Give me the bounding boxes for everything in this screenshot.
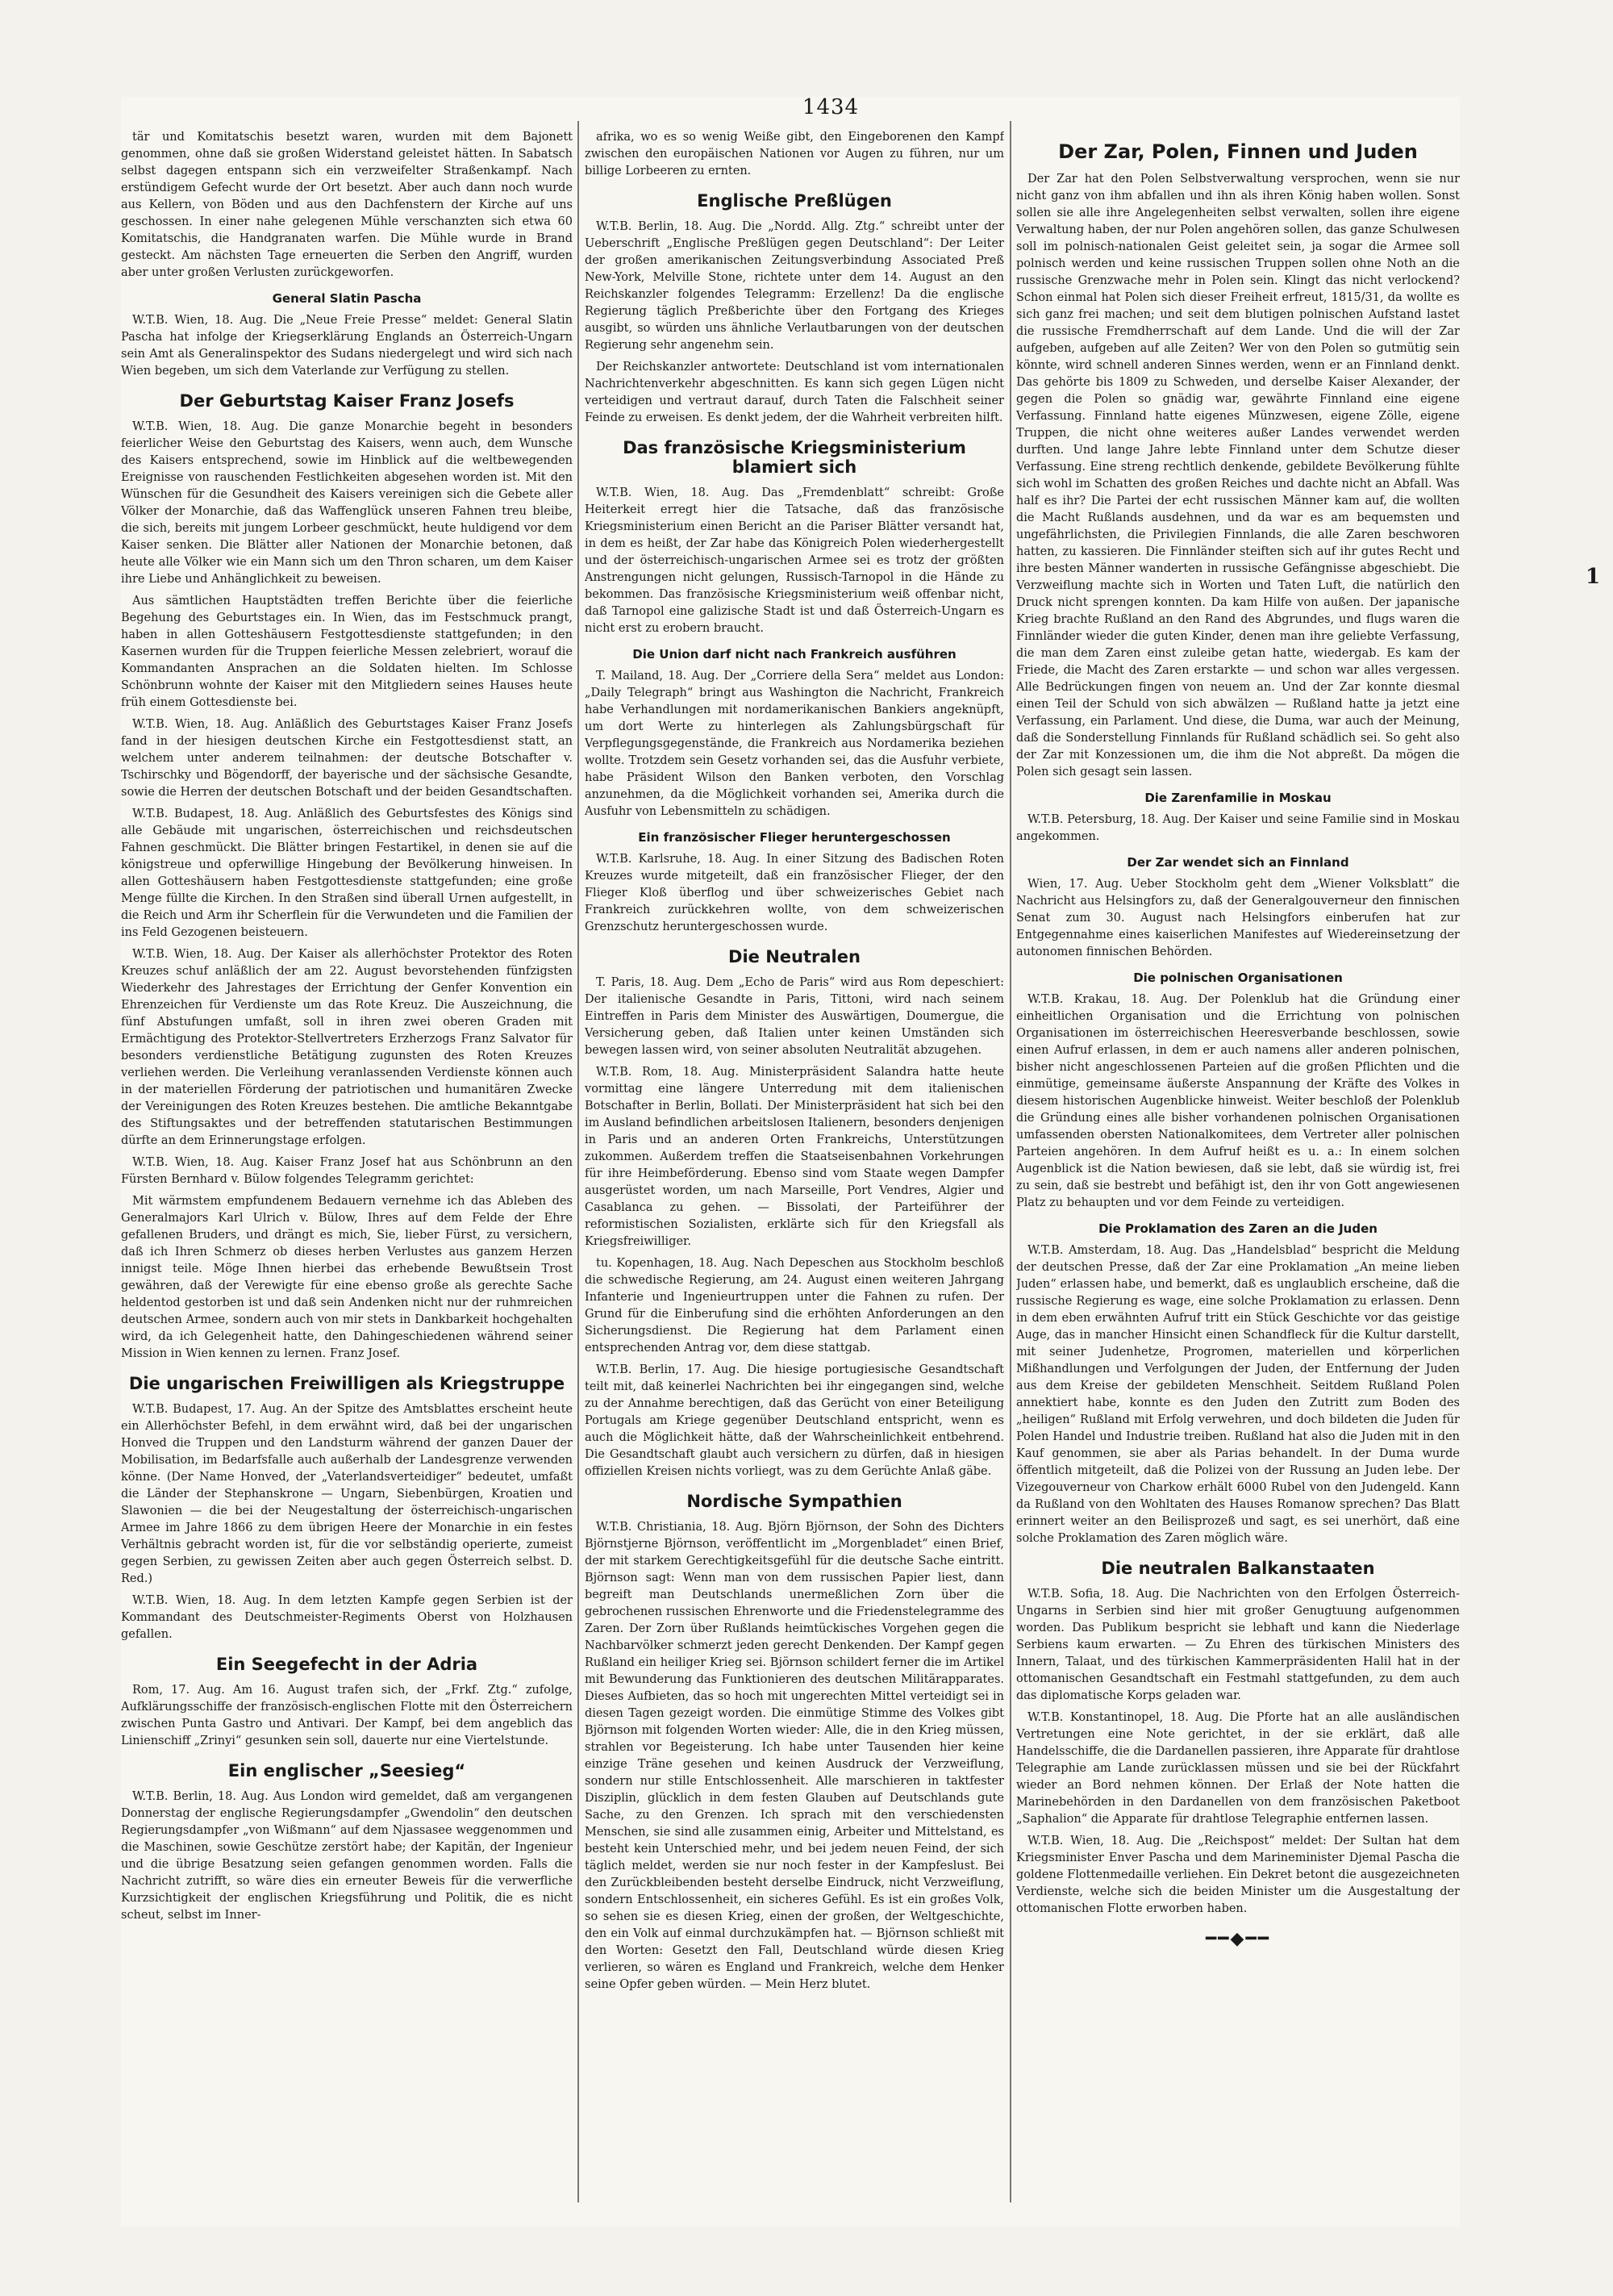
article-paragraph: T. Mailand, 18. Aug. Der „Corriere della Sera“ meldet aus London: „Daily Telegraph“ bringt aus Washington die Nachricht, Frankreich habe Verhandlungen mit nordamerikanischen Bankiers angeknüpft, um dort Werte zu hinterlegen als Zahlungsbürgschaft für Verpflegungsgegenstände, die Frankreich aus Nordamerika beziehen wollte. Trotzdem sein Gesetz vorhanden sei, das die Ausfuhr verbiete, habe Präsident Wilson den Banken verboten, den Vorschlag anzunehmen, da die Möglichkeit vorhanden sei, Amerika durch die Ausfuhr von Lebensmitteln zu schädigen.: [585, 670, 1004, 818]
column-rule: [577, 121, 579, 2202]
article-paragraph: Wien, 17. Aug. Ueber Stockholm geht dem „Wiener Volksblatt“ die Nachricht aus Helsingfors zu, daß der Generalgouverneur den finnischen Senat zum 30. August nach Helsingfors einberufen hat zur Entgegennahme eines kaiserlichen Manifestes auf Wiedereinsetzung der autonomen finnischen Behörden.: [1016, 878, 1460, 958]
article-paragraph: Rom, 17. Aug. Am 16. August trafen sich, der „Frkf. Ztg.“ zufolge, Aufklärungsschiffe der französisch-englischen Flotte mit den Österreichern zwischen Punta Gastro und Antivari. Der Kampf, bei dem angeblich das Linienschiff „Zrinyi“ gesunken sein soll, dauerte nur eine Viertelstunde.: [121, 1684, 573, 1747]
article-headline: Englische Preßlügen: [697, 191, 892, 211]
article-paragraph: W.T.B. Amsterdam, 18. Aug. Das „Handelsblad“ bespricht die Meldung der deutschen Presse, daß der Zar eine Proklamation „An meine lieben Juden“ erlassen habe, und bemerkt, daß es unglaublich erscheine, daß die russische Regierung es wage, eine solche Proklamation zu erlassen. Denn in dem eben erwähnten Aufruf tritt ein Stück Geschichte vor das geistige Auge, das in mancher Hinsicht einen Schandfleck für die Kultur darstellt, mit seiner Judenhetze, Progromen, materiellen und körperlichen Mißhandlungen und Verfolgungen der Juden, der Entfernung der Juden aus dem Kreise der gebildeten Menschheit. Seitdem Rußland Polen annektiert habe, konnte es den Juden den Zutritt zum Boden des „heiligen“ Rußland mit Erfolg verwehren, und doch bildeten die Juden für Polen Handel und Industrie treiben. Rußland hat also die Juden mit in den Kauf genommen, sie aber als Parias behandelt. In der Duma wurde öffentlich mitgeteilt, daß die Polizei von der Russung an Juden lebe. Der Vizegouverneur von Charkow erhält 6000 Rubel von den Judengeld. Kann da Rußland von den Wohltaten des Hauses Romanow sprechen? Das Blatt erinnert weiter an den Beilisprozeß und sagt, es sei unerhört, daß eine solche Proklamation des Zaren möglich wäre.: [1016, 1244, 1460, 1545]
article-paragraph: W.T.B. Konstantinopel, 18. Aug. Die Pforte hat an alle ausländischen Vertretungen eine Note gerichtet, in der sie erklärt, daß alle Handelsschiffe, die die Dardanellen passieren, ihre Apparate für drahtlose Telegraphie am Lande zurücklassen müssen und sie bei der Rückfahrt wieder an Bord nehmen können. Der Erlaß der Note hatten die Marinebehörden in den Dardanellen von dem französischen Paketboot „Saphalion“ die Apparate für drahtlose Telegraphie entfernen lassen.: [1016, 1711, 1460, 1826]
article-paragraph: W.T.B. Wien, 18. Aug. Die „Neue Freie Presse“ meldet: General Slatin Pascha hat infolge der Kriegserklärung Englands an Österreich-Ungarn sein Amt als Generalinspektor des Sudans niedergelegt und wird sich nach Wien begeben, um sich dem Vaterlande zur Verfügung zu stellen.: [121, 314, 573, 378]
article-paragraph: W.T.B. Rom, 18. Aug. Ministerpräsident Salandra hatte heute vormittag eine längere Unterredung mit dem italienischen Botschafter in Berlin, Bollati. Der Ministerpräsident hat sich bei den im Ausland befindlichen arbeitslosen Italienern, besonders denjenigen in Paris und an anderen Orten Frankreichs, Unterstützungen zukommen. Außerdem treffen die Staatseisenbahnen Vorkehrungen für ihre Heimbeförderung. Ebenso sind vom Staate wegen Dampfer ausgerüstet worden, um nach Marseille, Port Vendres, Algier und Casablanca zu gehen. — Bissolati, der Parteiführer der reformistischen Sozialisten, erklärte sich für den Kriegsfall als Kriegsfreiwilliger.: [585, 1066, 1004, 1248]
article-paragraph: tu. Kopenhagen, 18. Aug. Nach Depeschen aus Stockholm beschloß die schwedische Regierung, am 24. August einen weiteren Jahrgang Infanterie und Ingenieurtruppen unter die Fahnen zu rufen. Der Grund für die Einberufung sind die erhöhten Anforderungen an den Sicherungsdienst. Die Regierung hat dem Parlament einen entsprechenden Antrag vor, dem diese stattgab.: [585, 1257, 1004, 1355]
article-paragraph: W.T.B. Krakau, 18. Aug. Der Polenklub hat die Gründung einer einheitlichen Organisation und die Errichtung von polnischen Organisationen im österreichischen Heeresverbande beschlossen, sowie einen Aufruf erlassen, in dem er auch namens aller anderen polnischen, bisher nicht angeschlossenen Parteien auf die großen Pflichten und die einmütige, gemeinsame äußerste Anspannung der Kräfte des Volkes in diesem historischen Augenblicke hinweist. Weiter beschloß der Polenklub die Gründung eines alle bisher vorhandenen polnischen Organisationen umfassenden obersten Nationalkomitees, dem Vertreter aller polnischen Parteien angehören. In dem Aufruf heißt es u. a.: In einem solchen Augenblick ist die Nation bewiesen, daß sie lebt, daß sie würdig ist, frei zu sein, daß sie bestrebt und befähigt ist, den ihr von Gott angewiesenen Platz zu behaupten und vor dem Feinde zu verteidigen.: [1016, 993, 1460, 1209]
article-subheading: Die Union darf nicht nach Frankreich ausführen: [632, 647, 957, 662]
column-rule: [1010, 121, 1011, 2202]
page-number: 1434: [802, 95, 860, 119]
article-subheading: General Slatin Pascha: [272, 291, 422, 306]
article-subheading: Der Zar wendet sich an Finnland: [1127, 855, 1349, 870]
article-paragraph: Mit wärmstem empfundenem Bedauern vernehme ich das Ableben des Generalmajors Karl Ulrich v. Bülow, Ihres auf dem Felde der Ehre gefallenen Bruders, und drängt es mich, Sie, lieber Fürst, zu versichern, daß ich Ihren Schmerz ob dieses herben Verlustes aus ganzem Herzen innigst teile. Möge Ihnen hierbei das erhebende Bewußtsein Trost gewähren, daß der Verewigte für eine ebenso große als gerechte Sache heldentod gestorben ist und daß sein Andenken nicht nur der ruhmreichen deutschen Armee, sondern auch von mir stets in Dankbarkeit hochgehalten wird, da ich Gelegenheit hatte, den Dahingeschiedenen während seiner Mission in Wien kennen zu lernen. Franz Josef.: [121, 1195, 573, 1360]
article-paragraph: W.T.B. Karlsruhe, 18. Aug. In einer Sitzung des Badischen Roten Kreuzes wurde mitgeteilt, daß ein französischer Flieger, der den Flieger Kloß überflog und über schweizerisches Gebiet nach Frankreich zurückkehren wollte, von dem schweizerischen Grenzschutz heruntergeschossen wurde.: [585, 853, 1004, 933]
article-subheading: Die polnischen Organisationen: [1133, 971, 1343, 985]
article-headline: Ein Seegefecht in der Adria: [215, 1655, 478, 1674]
article-paragraph: W.T.B. Wien, 18. Aug. Kaiser Franz Josef hat aus Schönbrunn an den Fürsten Bernhard v. Bülow folgendes Telegramm gerichtet:: [121, 1156, 573, 1186]
article-paragraph: W.T.B. Budapest, 18. Aug. Anläßlich des Geburtsfestes des Königs sind alle Gebäude mit ungarischen, österreichischen und reichsdeutschen Fahnen geschmückt. Die Blätter bringen Festartikel, in denen sie auf die königstreue und opferwillige Hingebung der Bevölkerung hinweisen. In allen Gotteshäusern haben Festgottesdienste stattgefunden; eine große Menge füllte die Kirchen. In den Straßen sind überall Urnen aufgestellt, in die Reich und Arm ihr Scherflein für die Verwundeten und die Familien der ins Feld Gezogenen beisteuern.: [121, 808, 573, 939]
article-paragraph: W.T.B. Wien, 18. Aug. In dem letzten Kampfe gegen Serbien ist der Kommandant des Deutschmeister-Regiments Oberst von Holzhausen gefallen.: [121, 1594, 573, 1641]
article-headline: Die Neutralen: [728, 947, 861, 966]
end-ornament-icon: ━━◆━━: [1206, 1929, 1270, 1949]
article-paragraph: W.T.B. Petersburg, 18. Aug. Der Kaiser und seine Familie sind in Moskau angekommen.: [1016, 813, 1460, 843]
article-headline: Die neutralen Balkanstaaten: [1101, 1559, 1375, 1578]
article-paragraph: W.T.B. Wien, 18. Aug. Das „Fremdenblatt“ schreibt: Große Heiterkeit erregt hier die Tatsache, daß das französische Kriegsministerium einen Bericht an die Pariser Blätter versandt hat, in dem es heißt, der Zar habe das Königreich Polen wiederhergestellt und der österreichisch-ungarischen Armee sei es trotz der größten Anstrengungen nicht gelungen, Russisch-Tarnopol in die Hände zu bekommen. Das französische Kriegsministerium weiß offenbar nicht, daß Tarnopol eine galizische Stadt ist und daß Österreich-Ungarn es nicht erst zu erobern braucht.: [585, 486, 1004, 635]
article-headline: Das französische Kriegsministerium blamiert sich: [623, 438, 966, 477]
column-middle: [585, 129, 1004, 2210]
edge-mark: 1: [1586, 565, 1601, 589]
article-headline: Ein englischer „Seesieg“: [227, 1761, 466, 1780]
article-paragraph: tär und Komitatschis besetzt waren, wurden mit dem Bajonett genommen, ohne daß sie großen Widerstand geleistet hätten. In Sabatsch selbst dagegen entspann sich ein verzweifelter Straßenkampf. Nach erstündigem Gefecht wurde der Ort besetzt. Aber auch dann noch wurde aus Kellern, von Böden und aus den Dachfenstern der Kirche auf uns geschossen. In einer nahe gelegenen Mühle verschanzten sich etwa 60 Komitatschis, die Handgranaten warfen. Die Mühle wurde in Brand gesteckt. Am nächsten Tage erneuerten die Serben den Angriff, wurden aber unter großen Verlusten zurückgeworfen.: [121, 131, 573, 279]
article-subheading: Ein französischer Flieger heruntergeschossen: [638, 830, 951, 845]
article-paragraph: W.T.B. Christiania, 18. Aug. Björn Björnson, der Sohn des Dichters Björnstjerne Björnson, veröffentlicht im „Morgenbladet“ einen Brief, der mit starkem Gerechtigkeitsgefühl für die deutsche Sache eintritt. Björnson sagt: Wenn man von dem russischen Papier liest, dann begreift man Deutschlands unermeßlichen Zorn über die gebrochenen russischen Ehrenworte und die Friedenstelegramme des Zaren. Der Zorn über Rußlands heimtückisches Vorgehen gegen die Nachbarvölker schmerzt jeden gerecht Denkenden. Der Kampf gegen Rußland ein heiliger Krieg sei. Björnson schildert ferner die im Artikel mit Bewunderung das Funktionieren des deutschen Militärapparates. Dieses Aufbieten, das so hoch mit ungerechten Mittel verteidigt sei in diesen Tagen gezeigt worden. Die einmütige Stimme des Volkes gibt Björnson mit folgenden Worten wieder: Alle, die in den Krieg müssen, strahlen vor Begeisterung. Ich habe unter Tausenden hier keine einzige Träne gesehen und keinen Ausdruck der Verzweiflung, sondern nur stille Entschlossenheit. Alle marschieren in taktfester Disziplin, glücklich in dem festen Glauben auf Deutschlands gute Sache, zu den Grenzen. Ich sprach mit den verschiedensten Menschen, sie sind alle zusammen einig, Arbeiter und Mittelstand, es besteht kein Unterschied mehr, und bei jedem neuen Feind, der sich täglich meldet, werden sie nur noch fester in der Kampfeslust. Bei den Zurückbleibenden besteht derselbe Eindruck, nicht Verzweiflung, sondern Entschlossenheit, ein sicheres Gefühl. Es ist ein großes Volk, so sehen sie es diesen Krieg, einen der großen, der Weltgeschichte, den ein Volk auf einmal durchzukämpfen hat. — Björnson schließt mit den Worten: Gesetzt den Fall, Deutschland würde diesen Krieg verlieren, so wären es England und Frankreich, welche dem Henker seine Opfer geben würden. — Mein Herz blutet.: [585, 1521, 1004, 1991]
article-paragraph: Der Zar hat den Polen Selbstverwaltung versprochen, wenn sie nur nicht ganz von ihm abfallen und ihn als ihren König haben wollen. Sonst sollen sie alle ihre Angelegenheiten selbst verwalten, sollen ihre eigene Verwaltung haben, der nur Polen angehören sollen, das ganze Schulwesen soll im polnisch-nationalen Geist geleitet sein, ja sogar die Armee soll polnisch werden und keine russischen Truppen sollen ohne Noth an die russische Grenzwache mehr in Polen sein. Klingt das nicht verlockend? Schon einmal hat Polen sich dieser Freiheit erfreut, 1815/31, da wollte es sich ganz frei machen; und seit dem blutigen polnischen Aufstand lastet die russische Fremdherrschaft auf dem Lande. Und die will der Zar aufgeben, aufgeben auf alle Zeiten? Wer von den Polen so gutmütig sein könnte, wird schnell anderen Sinnes werden, wenn er an Finnland denkt. Das gehörte bis 1809 zu Schweden, und derselbe Kaiser Alexander, der gegen die Polen so gnädig war, gewährte Finnland eine eigene Verfassung. Finnland hatte eigenes Münzwesen, eigene Zölle, eigene Truppen, die nicht ohne weiteres außer Landes verwendet werden durften. Und lange Jahre lebte Finnland unter dem Schutze dieser Verfassung. Eine streng rechtlich denkende, gebildete Bevölkerung fühlte sich wohl im Schatten des großen Reiches und dachte nicht an Abfall. Was half es ihr? Die Partei der echt russischen Männer kam auf, die wollten die Macht Rußlands ausdehnen, und da war es am bequemsten und ungefährlichsten, die Privilegien Finnlands, die alle Zaren beschworen hatten, zu kassieren. Die Finnländer steiften sich auf ihr gutes Recht und ihre besten Männer wanderten in russische Gefängnisse abgeschiebt. Die Verzweiflung machte sich in Worten und Taten Luft, die natürlich den Druck nicht sprengen konnten. Da kam Hilfe von außen. Der japanische Krieg brachte Rußland an den Rand des Abgrundes, und flugs waren die Finnländer wieder die guten Kinder, denen man ihre geliebte Verfassung, die man dem Zaren einst zuleibe getan hatte, wiedergab. Es kam der Friede, die Macht des Zaren erstarkte — und schon war alles vergessen. Alle Bedrückungen fingen von neuem an. Und der Zar konnte diesmal einen Teil der Schuld von sich abwälzen — Rußland hatte ja jetzt eine Verfassung, ein Parlament. Und diese, die Duma, war auch der Meinung, daß die Sonderstellung Finnlands für Rußland schädlich sei. So geht also der Zar mit Konzessionen um, die ihm die Not abpreßt. Da mögen die Polen sich gesagt sein lassen.: [1016, 173, 1460, 779]
article-paragraph: Aus sämtlichen Hauptstädten treffen Berichte über die feierliche Begehung des Geburtstages ein. In Wien, das im Festschmuck prangt, haben in allen Gotteshäusern Festgottesdienste stattgefunden; in den Kasernen wurden für die Truppen feierliche Messen zelebriert, worauf die Kommandanten Ansprachen an die Soldaten hielten. Im Schlosse Schönbrunn wohnte der Kaiser mit den Mitgliedern seines Hauses heute früh einem Gottesdienste bei.: [121, 595, 573, 709]
article-paragraph: W.T.B. Wien, 18. Aug. Anläßlich des Geburtstages Kaiser Franz Josefs fand in der hiesigen deutschen Kirche ein Festgottesdienst statt, an welchem unter anderem teilnahmen: der deutsche Botschafter v. Tschirschky und Bögendorff, der bayerische und der sächsische Gesandte, sowie die Herren der deutschen Botschaft und der beiden Gesandtschaften.: [121, 718, 573, 799]
section-headline: Der Zar, Polen, Finnen und Juden: [1058, 140, 1418, 163]
article-headline: Der Geburtstag Kaiser Franz Josefs: [179, 391, 515, 411]
article-paragraph: afrika, wo es so wenig Weiße gibt, den Eingeborenen den Kampf zwischen den europäischen Nationen vor Augen zu führen, nur um billige Lorbeeren zu ernten.: [585, 131, 1004, 177]
article-paragraph: W.T.B. Berlin, 18. Aug. Aus London wird gemeldet, daß am vergangenen Donnerstag der englische Regierungsdampfer „Gwendolin“ den deutschen Regierungsdampfer „von Wißmann“ auf dem Njassasee weggenommen und die Maschinen, sowie Geschütze zerstört habe; der Kapitän, der Ingenieur und die übrige Besatzung seien gefangen genommen worden. Falls die Nachricht zutrifft, so wäre dies ein erneuter Beweis für die verwerfliche Kurzsichtigkeit der englischen Kriegsführung und Politik, die es nicht scheut, selbst im Inner-: [121, 1790, 573, 1922]
newspaper-page: [121, 97, 1460, 2227]
article-headline: Nordische Sympathien: [686, 1492, 902, 1511]
article-paragraph: Der Reichskanzler antwortete: Deutschland ist vom internationalen Nachrichtenverkehr abgeschnitten. Es kann sich gegen Lügen nicht verteidigen und vertraut darauf, durch Taten die Falschheit seiner Feinde zu erweisen. Es denkt jedem, der die Wahrheit verbreiten hilft.: [585, 361, 1004, 424]
column-right: [1016, 129, 1460, 2210]
article-paragraph: W.T.B. Berlin, 18. Aug. Die „Nordd. Allg. Ztg.“ schreibt unter der Ueberschrift „Englische Preßlügen gegen Deutschland“: Der Leiter der großen amerikanischen Zeitungsverbindung Associated Preß New-York, Melville Stone, richtete unter dem 14. August an den Reichskanzler folgendes Telegramm: Erzellenz! Da die englische Regierung täglich Preßberichte über den Fortgang des Krieges ausgibt, so würden uns ähnliche Verlautbarungen von der deutschen Regierung sehr angenehm sein.: [585, 220, 1004, 352]
article-subheading: Die Zarenfamilie in Moskau: [1144, 791, 1332, 805]
article-subheading: Die Proklamation des Zaren an die Juden: [1098, 1221, 1378, 1236]
article-paragraph: W.T.B. Wien, 18. Aug. Die ganze Monarchie begeht in besonders feierlicher Weise den Geburtstag des Kaisers, wenn auch, dem Wunsche des Kaisers entsprechend, sowie im Hinblick auf die weltbewegenden Ereignisse von rauschenden Festlichkeiten abgesehen worden ist. Mit den Wünschen für die Gesundheit des Kaisers vereinigen sich die Gebete aller Völker der Monarchie, daß das Waffenglück unseren Fahnen treu bleibe, die sich, bereits mit jungem Lorbeer geschmückt, heute huldigend vor dem Kaiser senken. Die Blätter aller Nationen der Monarchie betonen, daß heute alle Völker wie ein Mann sich um den Thron scharen, um dem Kaiser ihre Liebe und Anhänglichkeit zu beweisen.: [121, 420, 573, 586]
article-paragraph: W.T.B. Sofia, 18. Aug. Die Nachrichten von den Erfolgen Österreich-Ungarns in Serbien sind hier mit großer Genugtuung aufgenommen worden. Das Publikum bespricht sie lebhaft und kann die Niederlage Serbiens kaum erwarten. — Zu Ehren des türkischen Ministers des Innern, Talaat, und des türkischen Kammerpräsidenten Halil hat in der ottomanischen Gesandtschaft ein Festmahl stattgefunden, zu dem auch das diplomatische Korps geladen war.: [1016, 1588, 1460, 1702]
article-paragraph: W.T.B. Wien, 18. Aug. Der Kaiser als allerhöchster Protektor des Roten Kreuzes schuf anläßlich der am 22. August bevorstehenden fünfzigsten Wiederkehr des Jahrestages der Errichtung der Genfer Konvention ein Ehrenzeichen für Verdienste um das Rote Kreuz. Die Auszeichnung, die fünf Abstufungen umfaßt, soll in ihren zwei oberen Graden mit Ermächtigung des Protektor-Stellvertreters Erzherzogs Franz Salvator für besonders verdienstliche Betätigung zugunsten des Roten Kreuzes verliehen werden. Die Verleihung veranlassenden Verdienste können auch in der materiellen Förderung der patriotischen und humanitären Zwecke der Vereinigungen des Roten Kreuzes bestehen. Die amtliche Bekanntgabe des Stiftungsaktes und der betreffenden statutarischen Bestimmungen dürfte an dem Erinnerungstage erfolgen.: [121, 948, 573, 1147]
article-headline: Die ungarischen Freiwilligen als Kriegstruppe: [128, 1374, 565, 1393]
article-paragraph: W.T.B. Berlin, 17. Aug. Die hiesige portugiesische Gesandtschaft teilt mit, daß keinerlei Nachrichten bei ihr eingegangen sind, welche zu der Annahme berechtigen, daß das Gerücht von einer Beteiligung Portugals am Kriege gegenüber Deutschland entspricht, wenn es auch die Möglichkeit hätte, daß der Wahrscheinlichkeit entbehrend. Die Gesandtschaft glaubt auch versichern zu dürfen, daß in hiesigen offiziellen Kreisen nichts vorliegt, was zu dem Gerüchte Anlaß gäbe.: [585, 1363, 1004, 1478]
article-paragraph: W.T.B. Wien, 18. Aug. Die „Reichspost“ meldet: Der Sultan hat dem Kriegsminister Enver Pascha und dem Marineminister Djemal Pascha die goldene Flottenmedaille verliehen. Ein Dekret betont die ausgezeichneten Verdienste, welche sich die beiden Minister um die Ausgestaltung der ottomanischen Flotte erworben haben.: [1016, 1835, 1460, 1915]
column-left: [121, 129, 573, 2210]
article-paragraph: T. Paris, 18. Aug. Dem „Echo de Paris“ wird aus Rom depeschiert: Der italienische Gesandte in Paris, Tittoni, wird nach seinem Eintreffen in Paris dem Minister des Auswärtigen, Doumergue, die Versicherung geben, daß Italien unter keinen Umständen sich bewegen lassen wird, von seiner absoluten Neutralität abzugehen.: [585, 976, 1004, 1057]
article-paragraph: W.T.B. Budapest, 17. Aug. An der Spitze des Amtsblattes erscheint heute ein Allerhöchster Befehl, in dem erwähnt wird, daß bei der ungarischen Honved die Truppen und den Landsturm während der ganzen Dauer der Mobilisation, im Bedarfsfalle auch außerhalb der Landesgrenze verwenden könne. (Der Name Honved, der „Vaterlandsverteidiger“ bedeutet, umfaßt die Länder der Stephanskrone — Ungarn, Siebenbürgen, Kroatien und Slawonien — die bei der Neugestaltung der österreichisch-ungarischen Armee im Jahre 1866 zu dem übrigen Heere der Monarchie in ein festes Verhältnis gebracht worden ist, für die vor selbständig operierte, zumeist gegen Serbien, zu gewissen Zeiten aber auch gegen Österreich selbst. D. Red.): [121, 1403, 573, 1585]
